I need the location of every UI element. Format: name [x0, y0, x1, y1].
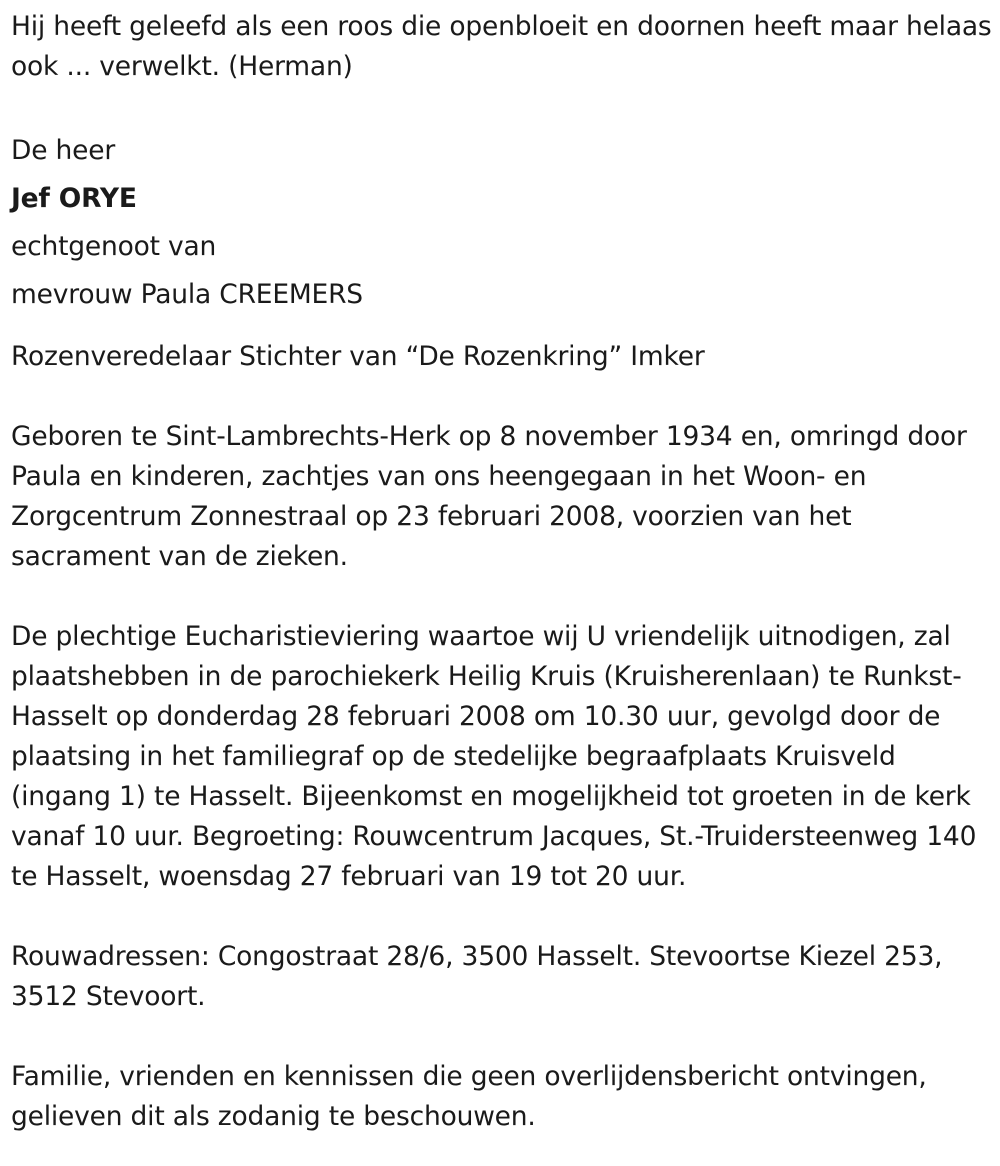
spacer	[11, 319, 996, 337]
deceased-name: Jef ORYE	[11, 183, 137, 214]
occupation-text: Rozenveredelaar Stichter van “De Rozenkring” Imker	[11, 341, 705, 372]
birth-death-paragraph: Geboren te Sint-Lambrechts-Herk op 8 november 1934 en, omringd door Paula en kinderen, zachtjes van ons heengegaan in het Woon- en Zorgcentrum Zonnestraal op 23 februari 2008, voorzien van het sacrament van de zieken.	[11, 421, 967, 572]
addresses-paragraph: Rouwadressen: Congostraat 28/6, 3500 Hasselt. Stevoortse Kiezel 253, 3512 Stevoort.	[11, 941, 943, 1012]
closing-paragraph: Familie, vrienden en kennissen die geen overlijdensbericht ontvingen, gelieven dit als zodanig te beschouwen.	[11, 1061, 927, 1132]
spacer	[11, 897, 996, 937]
spacer	[11, 87, 996, 127]
spacer	[11, 1017, 996, 1057]
relation-text: echtgenoot van	[11, 231, 217, 262]
motto-text: Hij heeft geleefd als een roos die openbloeit en doornen heeft maar helaas ook ... verwelkt. (Herman)	[11, 11, 992, 82]
spacer	[11, 577, 996, 617]
ceremony-paragraph: De plechtige Eucharistieviering waartoe wij U vriendelijk uitnodigen, zal plaatshebben in de parochiekerk Heilig Kruis (Kruisherenlaan) te Runkst-Hasselt op donderdag 28 februari 2008 om 10.30 uur, gevolgd door de plaatsing in het familiegraf op de stedelijke begraafplaats Kruisveld (ingang 1) te Hasselt. Bijeenkomst en mogelijkheid tot groeten in de kerk vanaf 10 uur. Begroeting: Rouwcentrum Jacques, St.-Truidersteenweg 140 te Hasselt, woensdag 27 februari van 19 tot 20 uur.	[11, 621, 977, 892]
salutation: De heer	[11, 135, 116, 166]
spouse-name: mevrouw Paula CREEMERS	[11, 279, 363, 310]
spacer	[11, 377, 996, 417]
obituary-notice	[11, 7, 996, 1137]
